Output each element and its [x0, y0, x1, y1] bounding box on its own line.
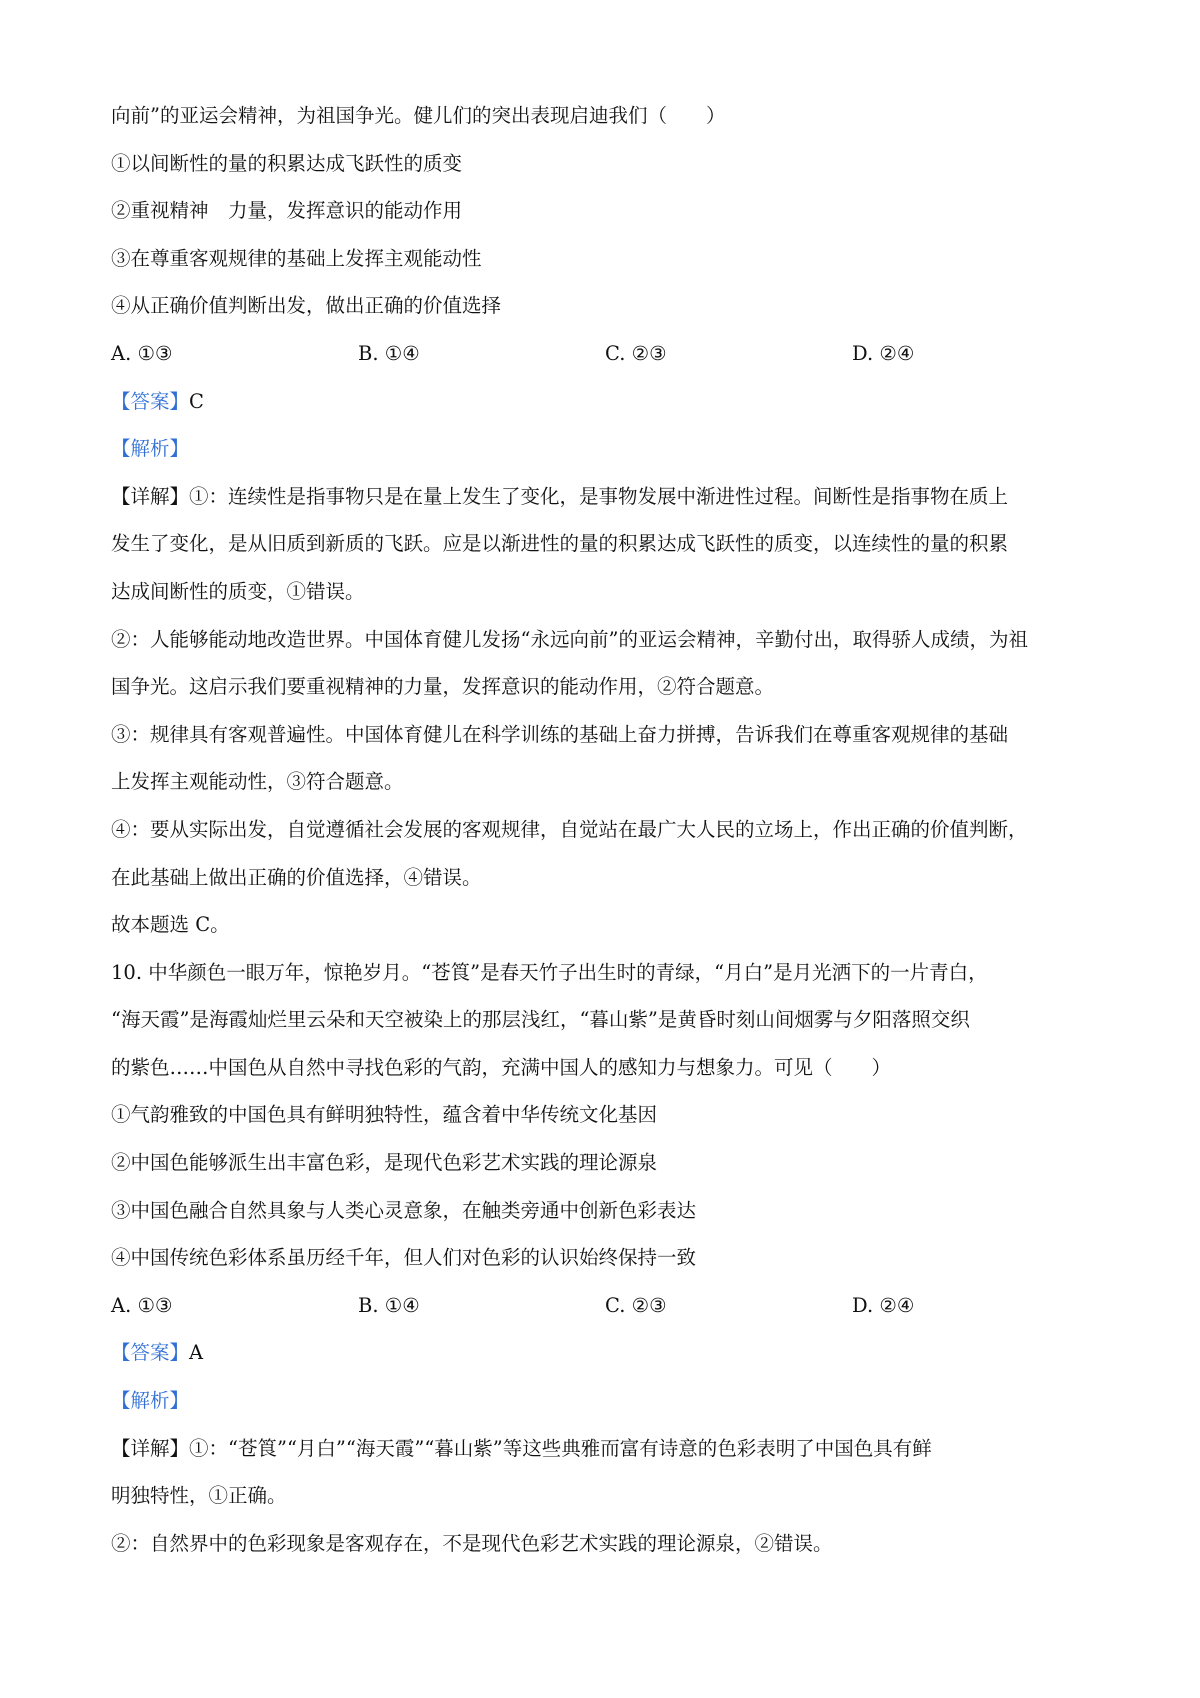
q10-answer-value: A: [189, 1341, 204, 1365]
q10-option-b: B. ①④: [358, 1293, 420, 1317]
q10-statement-3: ③中国色融合自然具象与人类心灵意象，在触类旁通中创新色彩表达: [111, 1198, 697, 1222]
q9-statement-4: ④从正确价值判断出发，做出正确的价值选择: [111, 294, 502, 318]
q9-detail-line: 国争光。这启示我们要重视精神的力量，发挥意识的能动作用，②符合题意。: [111, 675, 775, 699]
q10-detail-line: 【详解】①：“苍筤”“月白”“海天霞”“暮山紫”等这些典雅而富有诗意的色彩表明了中国色具有鲜: [111, 1436, 932, 1460]
q10-option-a: A. ①③: [111, 1293, 173, 1317]
q9-detail-line: 【详解】①：连续性是指事物只是在量上发生了变化，是事物发展中渐进性过程。间断性是指事物在质上: [111, 484, 1009, 508]
q9-detail-line: 发生了变化，是从旧质到新质的飞跃。应是以渐进性的量的积累达成飞跃性的质变，以连续性的量的积累: [111, 532, 1009, 556]
q9-stem-tail: 向前”的亚运会精神，为祖国争光。健儿们的突出表现启迪我们（ ）: [111, 104, 726, 127]
document-page: [111, 92, 1101, 1567]
q9-conclusion: 故本题选 C。: [111, 913, 230, 937]
q9-options: [111, 330, 1101, 378]
q9-option-b: B. ①④: [358, 341, 420, 365]
q10-options: [111, 1282, 1101, 1330]
q9-detail-line: ②：人能够能动地改造世界。中国体育健儿发扬“永远向前”的亚运会精神，辛勤付出，取得骄人成绩，为祖: [111, 627, 1028, 651]
q10-answer-tag: 【答案】: [111, 1341, 190, 1365]
q10-option-c: C. ②③: [605, 1293, 667, 1317]
q9-option-d: D. ②④: [852, 341, 915, 365]
q9-answer-value: C: [189, 389, 204, 413]
q10-statement-1: ①气韵雅致的中国色具有鲜明独特性，蕴含着中华传统文化基因: [111, 1103, 658, 1127]
q10-statement-4: ④中国传统色彩体系虽历经千年，但人们对色彩的认识始终保持一致: [111, 1246, 697, 1270]
q9-option-a: A. ①③: [111, 341, 173, 365]
q9-detail-line: 达成间断性的质变，①错误。: [111, 579, 365, 603]
q9-analysis-tag: 【解析】: [111, 437, 190, 461]
q10-stem-line: 的紫色……中国色从自然中寻找色彩的气韵，充满中国人的感知力与想象力。可见（ ）: [111, 1055, 892, 1079]
q9-statement-1: ①以间断性的量的积累达成飞跃性的质变: [111, 151, 463, 175]
q9-statement-2: ②重视精神 力量，发挥意识的能动作用: [111, 199, 463, 223]
q10-statement-2: ②中国色能够派生出丰富色彩，是现代色彩艺术实践的理论源泉: [111, 1151, 658, 1175]
q10-answer: [111, 1329, 1101, 1377]
q10-stem-line: 10. 中华颜色一眼万年，惊艳岁月。“苍筤”是春天竹子出生时的青绿，“月白”是月光洒下的一片青白，: [111, 960, 988, 984]
q10-analysis-heading: [111, 1377, 1101, 1425]
q10-detail-line: 明独特性，①正确。: [111, 1484, 287, 1508]
q9-analysis-heading: [111, 425, 1101, 473]
q9-statement-3: ③在尊重客观规律的基础上发挥主观能动性: [111, 246, 482, 270]
q9-detail-line: 上发挥主观能动性，③符合题意。: [111, 770, 404, 794]
q10-detail-line: ②：自然界中的色彩现象是客观存在，不是现代色彩艺术实践的理论源泉，②错误。: [111, 1531, 833, 1555]
q10-option-d: D. ②④: [852, 1293, 915, 1317]
q9-detail-line: 在此基础上做出正确的价值选择，④错误。: [111, 865, 482, 889]
q9-detail-line: ④：要从实际出发，自觉遵循社会发展的客观规律，自觉站在最广大人民的立场上，作出正确的价值判断，: [111, 817, 1028, 841]
q9-answer: [111, 378, 1101, 426]
q10-stem-line: “海天霞”是海霞灿烂里云朵和天空被染上的那层浅红，“暮山紫”是黄昏时刻山间烟雾与夕阳落照交织: [111, 1008, 970, 1032]
q9-detail-line: ③：规律具有客观普遍性。中国体育健儿在科学训练的基础上奋力拼搏，告诉我们在尊重客观规律的基础: [111, 722, 1009, 746]
q9-option-c: C. ②③: [605, 341, 667, 365]
q9-answer-tag: 【答案】: [111, 389, 190, 413]
q10-analysis-tag: 【解析】: [111, 1389, 190, 1413]
